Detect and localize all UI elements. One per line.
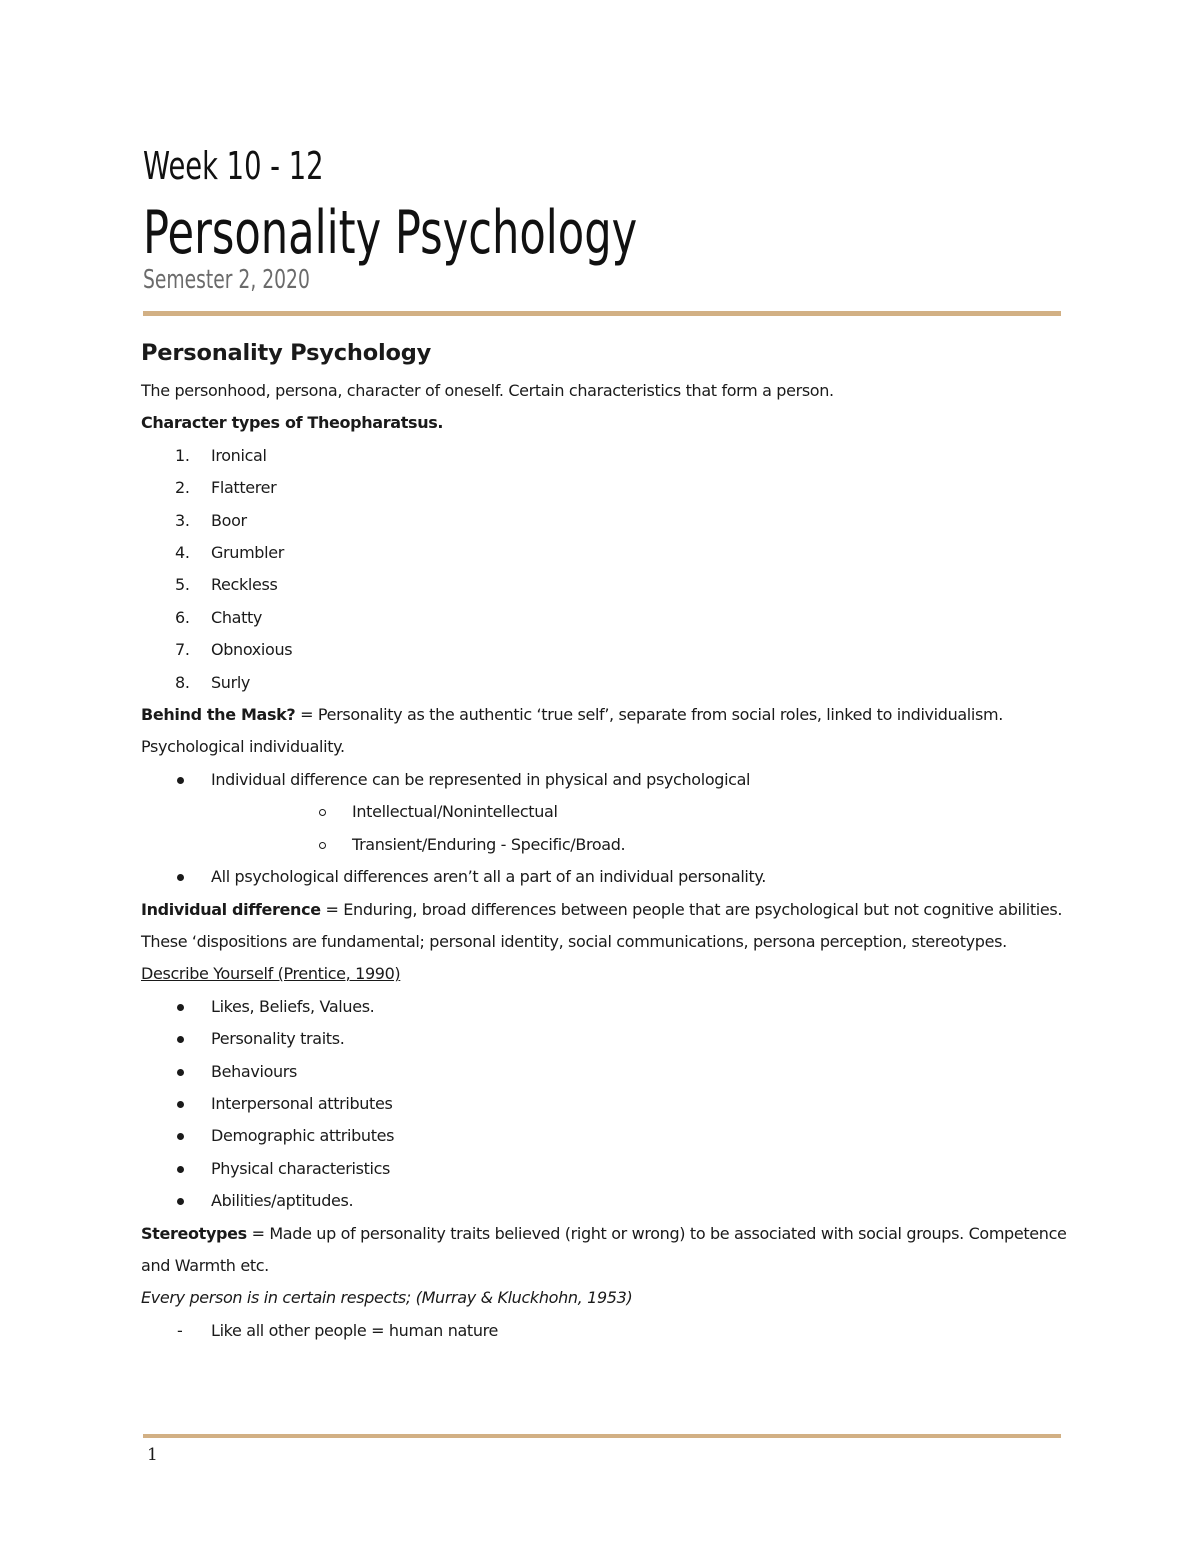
mask-bullet-list [141,764,1071,894]
hollow-bullet-icon [319,842,326,849]
dash-marker: - [177,1320,183,1340]
list-item: 4. Grumbler [175,543,284,563]
mask-sub-list [211,796,1071,861]
individual-difference-term: Individual difference [141,899,321,919]
list-item: Individual difference can be represented in physical and psychological Intellectual/Nonintellectual Transient/Enduring - Specific/Broad. [141,764,1071,861]
behind-the-mask-term: Behind the Mask? [141,705,296,725]
section-heading: Personality Psychology [141,340,432,366]
semester-subtitle: Semester 2, 2020 [143,265,310,295]
behind-the-mask-paragraph: Behind the Mask? = Personality as the authentic ‘true self’, separate from social roles, linked to individualism. Psychological individuality. [141,705,1003,757]
week-label: Week 10 - 12 [143,144,324,188]
document-title: Personality Psychology [143,198,638,268]
list-item: All psychological differences aren’t all a part of an individual personality. [141,861,1071,893]
list-item: Personality traits. [141,1023,1071,1055]
header-divider [143,311,1061,316]
character-types-label: Character types of Theopharatsus. [141,413,444,433]
list-item: - Like all other people = human nature [141,1315,1071,1347]
bullet-icon [177,1133,184,1140]
character-types-list [141,440,1071,699]
list-item: 3. Boor [175,510,247,530]
stereotypes-paragraph: Stereotypes = Made up of personality traits believed (right or wrong) to be associated with social groups. Competence and Warmth etc. [141,1223,1067,1275]
list-item: 6. Chatty [175,607,263,627]
bullet-icon [177,1069,184,1076]
every-person-line: Every person is in certain respects; (Murray & Kluckhohn, 1953) [141,1288,633,1308]
list-item: Interpersonal attributes [141,1088,1071,1120]
page-number: 1 [147,1445,158,1465]
bullet-icon [177,1036,184,1043]
list-item: Physical characteristics [141,1153,1071,1185]
bullet-icon [177,1198,184,1205]
list-item: Abilities/aptitudes. [141,1185,1071,1217]
bullet-icon [177,874,184,881]
list-item: Intellectual/Nonintellectual [211,796,1071,828]
bullet-icon [177,1101,184,1108]
list-item: 1. Ironical [175,445,267,465]
list-item: Behaviours [141,1056,1071,1088]
list-item: Likes, Beliefs, Values. [141,991,1071,1023]
list-item: 7. Obnoxious [175,640,293,660]
bullet-icon [177,1166,184,1173]
individual-difference-paragraph: Individual difference = Enduring, broad differences between people that are psychological but not cognitive abilities. These ‘dispositions are fundamental; personal identity, social communications, persona perception, stereotypes. [141,899,1063,951]
bullet-icon [177,1004,184,1011]
describe-yourself-heading: Describe Yourself (Prentice, 1990) [141,964,401,984]
footer-divider [143,1434,1061,1438]
list-item: Demographic attributes [141,1120,1071,1152]
stereotypes-term: Stereotypes [141,1223,247,1243]
list-item: 8. Surly [175,672,251,692]
describe-yourself-list [141,991,1071,1218]
list-item: Transient/Enduring - Specific/Broad. [211,829,1071,861]
bullet-icon [177,777,184,784]
intro-paragraph: The personhood, persona, character of oneself. Certain characteristics that form a person. [141,381,834,400]
document-body [141,335,1071,1347]
every-person-list [141,1315,1071,1347]
list-item: 5. Reckless [175,575,278,595]
list-item: 2. Flatterer [175,478,277,498]
hollow-bullet-icon [319,809,326,816]
